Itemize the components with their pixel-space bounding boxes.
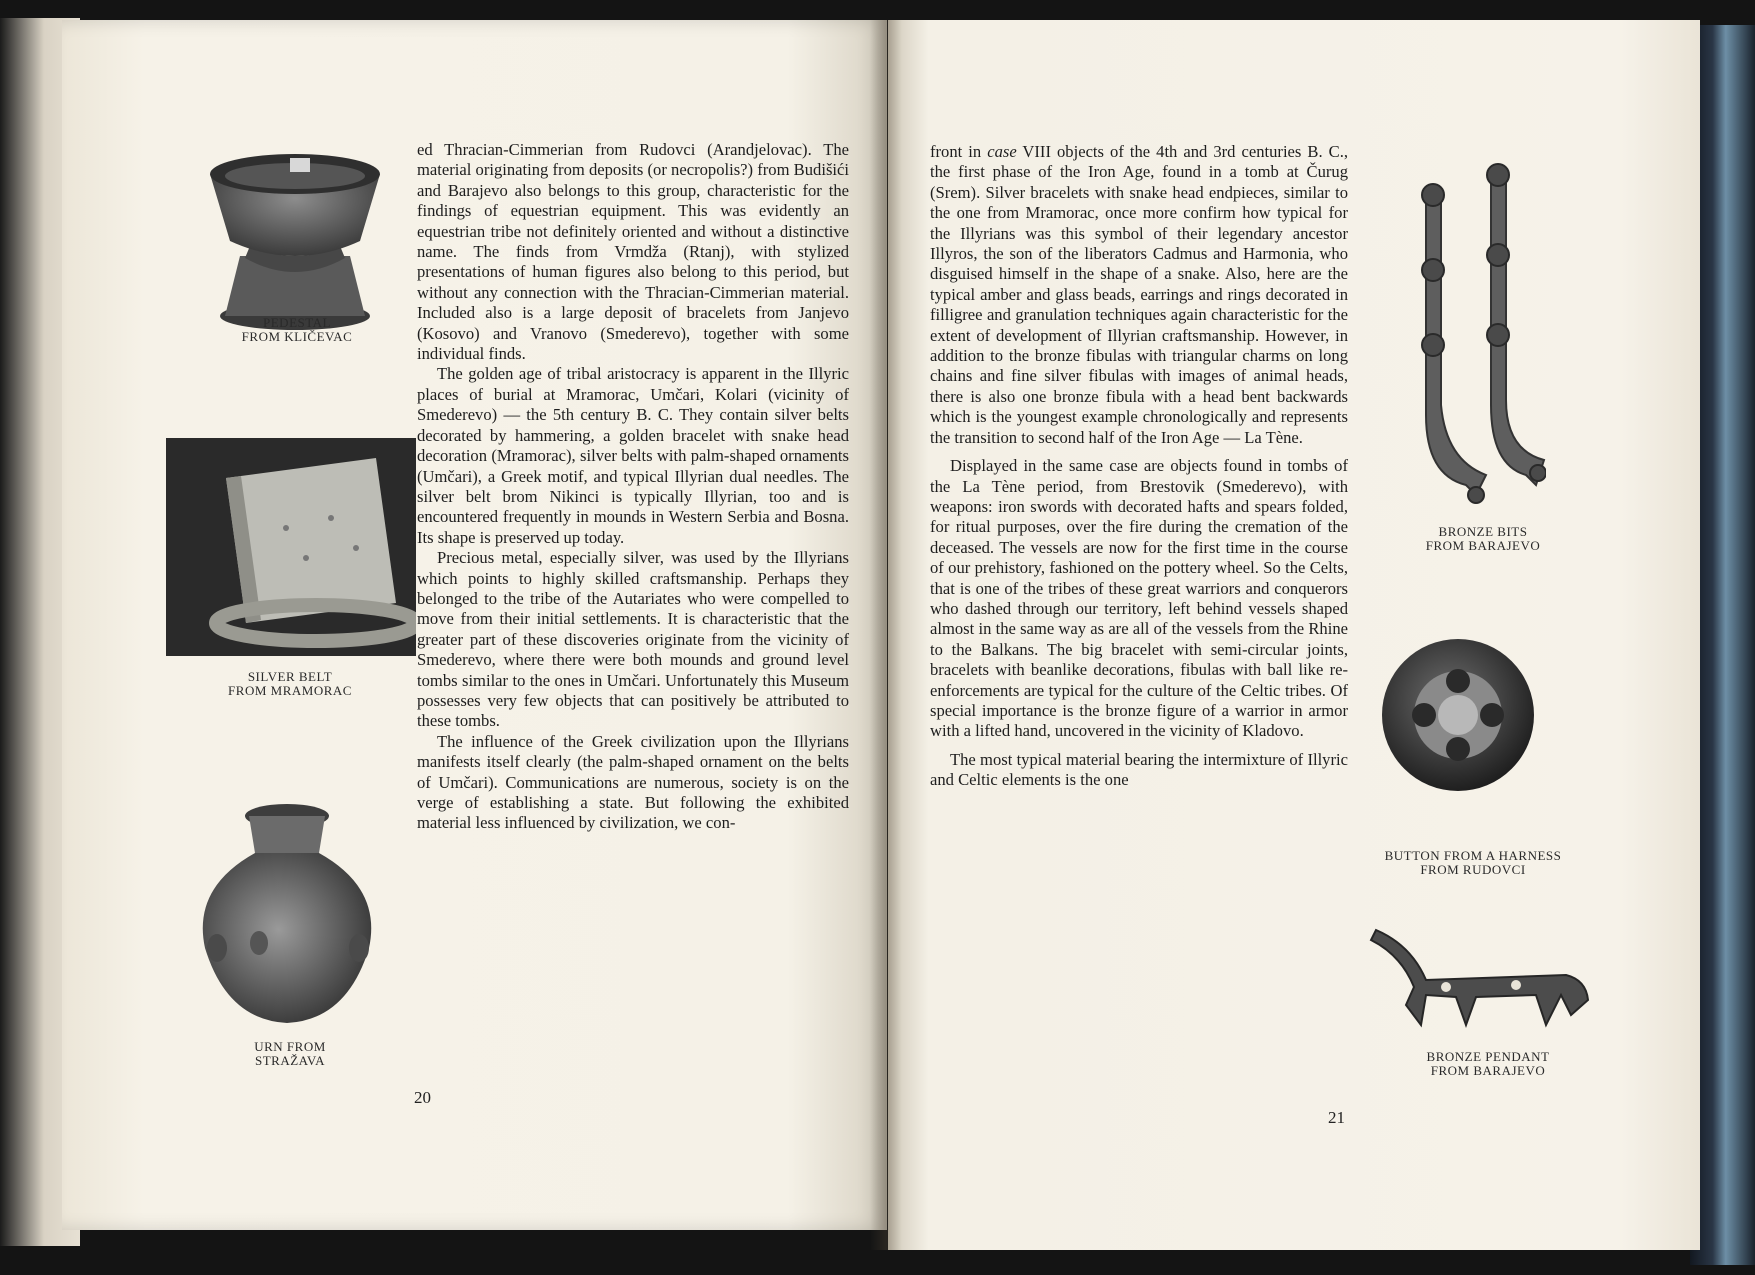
caption-line: BRONZE PENDANT (1426, 1049, 1550, 1064)
harness-button-caption (1358, 849, 1588, 877)
urn-photo (187, 798, 387, 1028)
paragraph: The influence of the Greek civilization upon the Illyrians manifests itself clearly (the palm-shaped ornament on the belts of Umčari). Communications are numerous, society is on the verge of establishing a state. But following the exhibited material less influenced by civilization, we con- (417, 731, 849, 833)
book-gutter (870, 20, 902, 1250)
paragraph: ed Thracian-Cimmerian from Rudovci (Arandjelovac). The material originating from deposits (or necropolis?) from Budišići and Barajevo also belongs to this group, characteristic for the findings of equestrian equipment. This was evidently an equestrian tribe not definitely oriented and without a distinctive name. The finds from Vrmdža (Rtanj), with stylized presentations of human figures also belong to this period, but without any connection with the Thracian-Cimmerian material. Included also is a large deposit of bracelets from Janjevo (Kosovo) and Vranovo (Smederevo), together with some individual finds. (417, 140, 849, 364)
caption-line: URN FROM (254, 1039, 326, 1054)
paragraph: Precious metal, especially silver, was used by the Illyrians which points to highly skilled craftsmanship. Perhaps they belonged to the tribe of the Autariates who were compelled to move from their initial settlements. It is characteristic that the greater part of these discoveries originate from the vicinity of Smederevo, where there were both mounds and ground level tombs similar to the ones in Umčari. Unfortunately this Museum possesses very few objects that can positively be attributed to these tombs. (417, 548, 849, 731)
caption-line: FROM RUDOVCI (1420, 862, 1526, 877)
caption-line: STRAŽAVA (255, 1053, 325, 1068)
caption-line: BUTTON FROM A HARNESS (1384, 848, 1562, 863)
right-page-text (930, 142, 1348, 791)
caption-line: SILVER BELT (247, 669, 333, 684)
pedestal-photo (200, 146, 390, 336)
paragraph: Displayed in the same case are objects found in tombs of the La Tène period, from Brestovik (Smederevo), with weapons: iron swords with decorated hafts and spears folded, for ritual purposes, over the fire during the cremation of the deceased. The vessels are now for the first time in the course of our prehistory, fashioned on the pottery wheel. So the Celts, that is one of the tribes of these great warriors and conquerors who dashed through our territory, left behind vessels shaped almost in the same way as are all of the vessels from the Rhine to the Balkans. The big bracelet with semi-circular joints, bracelets with beanlike decorations, fibulas with ball like re-enforcements are typical for the culture of the Celtic tribes. Of special importance is the bronze figure of a warrior in armor with a lifted hand, uncovered in the vicinity of Kladovo. (930, 456, 1348, 741)
urn-caption (200, 1040, 380, 1068)
bronze-pendant-caption (1388, 1050, 1588, 1078)
caption-line: FROM KLIČEVAC (241, 329, 353, 344)
text-run: VIII objects of the 4th and 3rd centuries B. C., the first phase of the Iron Age, found in a tomb at Čurug (Srem). Silver bracelets with snake head endpieces, similar to the one from Mramorac, once more confirm how typical for the Illyrians was this symbol of their legendary ancestor Illyros, the son of the liberators Cadmus and Harmonia, who disguised himself in the shape of a snake. Also, here are the typical amber and glass beads, earrings and rings decorated in filligree and granulation techniques again characteristic for the extent of development of Illyrian craftsmanship. However, in addition to the bronze fibulas with triangular charms on long chains and fine silver fibulas with images of animal heads, there is also one bronze fibula with a head bent backwards which is the youngest example chronologically and represents the transition to second half of the Iron Age — La Tène. (930, 142, 1348, 447)
caption-line: PEDESTAL (263, 315, 331, 330)
paragraph: The golden age of tribal aristocracy is apparent in the Illyric places of burial at Mramorac, Umčari, Kolari (vicinity of Smederevo) — the 5th century B. C. They contain silver belts decorated by hammering, a golden bracelet with snake head decoration (Mramorac), silver belts with palm-shaped ornaments (Umčari), a Greek motif, and typical Illyrian dual needles. The silver belt brom Nikinci is typically Illyrian, too and is encountered frequently in mounds in Western Serbia and Bosna. Its shape is preserved up today. (417, 364, 849, 547)
caption-line: FROM BARAJEVO (1425, 538, 1541, 553)
bronze-pendant-photo (1366, 925, 1596, 1035)
bronze-bits-caption (1388, 525, 1578, 553)
caption-line: FROM MRAMORAC (228, 683, 352, 698)
page-number-right: 21 (1328, 1108, 1345, 1127)
caption-line: BRONZE BITS (1438, 524, 1528, 539)
page-number-left: 20 (414, 1088, 431, 1107)
paragraph (930, 142, 1348, 448)
pedestal-caption (204, 316, 390, 344)
bronze-bits-photo (1386, 155, 1546, 535)
italic-term: case (987, 142, 1017, 161)
silver-belt-caption (180, 670, 400, 698)
left-page-text (417, 140, 849, 834)
left-page (62, 20, 887, 1230)
silver-belt-photo (166, 438, 416, 656)
paragraph: The most typical material bearing the intermixture of Illyric and Celtic elements is the one (930, 749, 1348, 790)
text-run: front in (930, 142, 988, 161)
harness-button-photo (1378, 635, 1538, 795)
right-page (888, 20, 1700, 1250)
caption-line: FROM BARAJEVO (1430, 1063, 1546, 1078)
